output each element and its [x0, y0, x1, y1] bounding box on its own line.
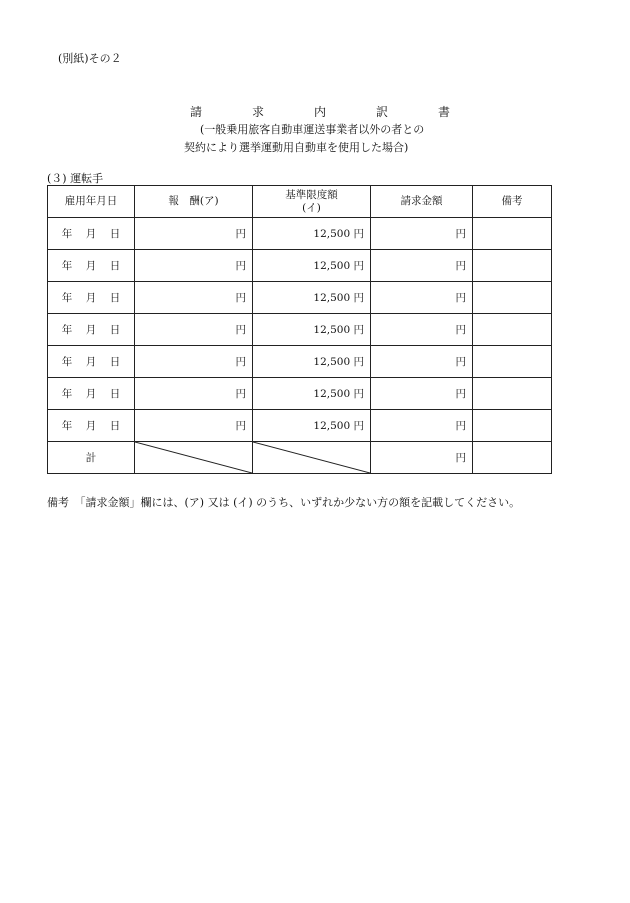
remuneration-cell[interactable]: 円: [135, 346, 253, 378]
limit-cell: 12,500 円: [253, 410, 371, 442]
header-claim-amount: 請求金額: [371, 186, 473, 218]
total-label: 計: [48, 442, 135, 474]
day-label: 日: [109, 228, 121, 240]
remuneration-cell[interactable]: 円: [135, 218, 253, 250]
year-label: 年: [61, 420, 73, 432]
employment-date-cell[interactable]: [48, 378, 135, 410]
month-label: 月: [85, 260, 97, 272]
document-title: [190, 103, 450, 120]
subtitle-line-2: 契約により選挙運動用自動車を使用した場合): [184, 141, 409, 154]
table-row: [48, 314, 552, 346]
table-row: [48, 250, 552, 282]
claim-amount-cell[interactable]: 円: [371, 218, 473, 250]
title-char: 求: [251, 105, 264, 119]
claim-amount-cell[interactable]: 円: [371, 250, 473, 282]
day-label: 日: [109, 292, 121, 304]
total-claim-cell[interactable]: 円: [371, 442, 473, 474]
day-label: 日: [109, 420, 121, 432]
table-row: [48, 378, 552, 410]
header-limit: [253, 186, 371, 218]
table-row: [48, 410, 552, 442]
table-row: [48, 346, 552, 378]
month-label: 月: [85, 388, 97, 400]
header-remarks: 備考: [473, 186, 552, 218]
footnote: 備考 「請求金額」欄には、(ア) 又は (イ) のうち、いずれか少ない方の額を記載してください。: [47, 496, 521, 509]
year-label: 年: [61, 292, 73, 304]
claim-table: [47, 185, 552, 474]
employment-date-cell[interactable]: [48, 410, 135, 442]
limit-cell: 12,500 円: [253, 378, 371, 410]
diagonal-line: [253, 442, 370, 473]
month-label: 月: [85, 324, 97, 336]
month-label: 月: [85, 420, 97, 432]
remuneration-cell[interactable]: 円: [135, 282, 253, 314]
year-label: 年: [61, 356, 73, 368]
remarks-cell[interactable]: [473, 314, 552, 346]
limit-cell: 12,500 円: [253, 218, 371, 250]
section-label: (３) 運転手: [47, 172, 104, 185]
claim-amount-cell[interactable]: 円: [371, 282, 473, 314]
employment-date-cell[interactable]: [48, 282, 135, 314]
subtitle-line-1: (一般乗用旅客自動車運送事業者以外の者との: [200, 123, 425, 136]
year-label: 年: [61, 228, 73, 240]
title-char: 訳: [375, 105, 388, 119]
title-char: 請: [190, 105, 203, 119]
day-label: 日: [109, 324, 121, 336]
remuneration-cell[interactable]: 円: [135, 314, 253, 346]
year-label: 年: [61, 260, 73, 272]
remarks-cell[interactable]: [473, 282, 552, 314]
header-limit-line-2: (イ): [302, 201, 321, 214]
total-row: [48, 442, 552, 474]
slashed-cell: [135, 442, 253, 474]
year-label: 年: [61, 388, 73, 400]
month-label: 月: [85, 356, 97, 368]
day-label: 日: [109, 260, 121, 272]
table-row: [48, 218, 552, 250]
header-remuneration: 報 酬(ア): [135, 186, 253, 218]
remuneration-cell[interactable]: 円: [135, 378, 253, 410]
header-employment-date: 雇用年月日: [48, 186, 135, 218]
employment-date-cell[interactable]: [48, 250, 135, 282]
employment-date-cell[interactable]: [48, 218, 135, 250]
remarks-cell[interactable]: [473, 218, 552, 250]
attachment-label: (別紙)その２: [58, 52, 122, 65]
limit-cell: 12,500 円: [253, 250, 371, 282]
title-char: 内: [313, 105, 326, 119]
employment-date-cell[interactable]: [48, 314, 135, 346]
day-label: 日: [109, 388, 121, 400]
claim-amount-cell[interactable]: 円: [371, 314, 473, 346]
employment-date-cell[interactable]: [48, 346, 135, 378]
diagonal-line: [135, 442, 252, 473]
limit-cell: 12,500 円: [253, 314, 371, 346]
title-char: 書: [437, 105, 450, 119]
month-label: 月: [85, 292, 97, 304]
remarks-cell[interactable]: [473, 410, 552, 442]
table-header-row: [48, 186, 552, 218]
remuneration-cell[interactable]: 円: [135, 250, 253, 282]
table-body: [48, 218, 552, 442]
year-label: 年: [61, 324, 73, 336]
remarks-cell[interactable]: [473, 250, 552, 282]
claim-amount-cell[interactable]: 円: [371, 410, 473, 442]
remarks-cell[interactable]: [473, 346, 552, 378]
total-remarks-cell[interactable]: [473, 442, 552, 474]
slashed-cell: [253, 442, 371, 474]
table-row: [48, 282, 552, 314]
remuneration-cell[interactable]: 円: [135, 410, 253, 442]
claim-amount-cell[interactable]: 円: [371, 378, 473, 410]
limit-cell: 12,500 円: [253, 346, 371, 378]
claim-amount-cell[interactable]: 円: [371, 346, 473, 378]
remarks-cell[interactable]: [473, 378, 552, 410]
month-label: 月: [85, 228, 97, 240]
day-label: 日: [109, 356, 121, 368]
limit-cell: 12,500 円: [253, 282, 371, 314]
header-limit-line-1: 基準限度額: [285, 188, 338, 201]
